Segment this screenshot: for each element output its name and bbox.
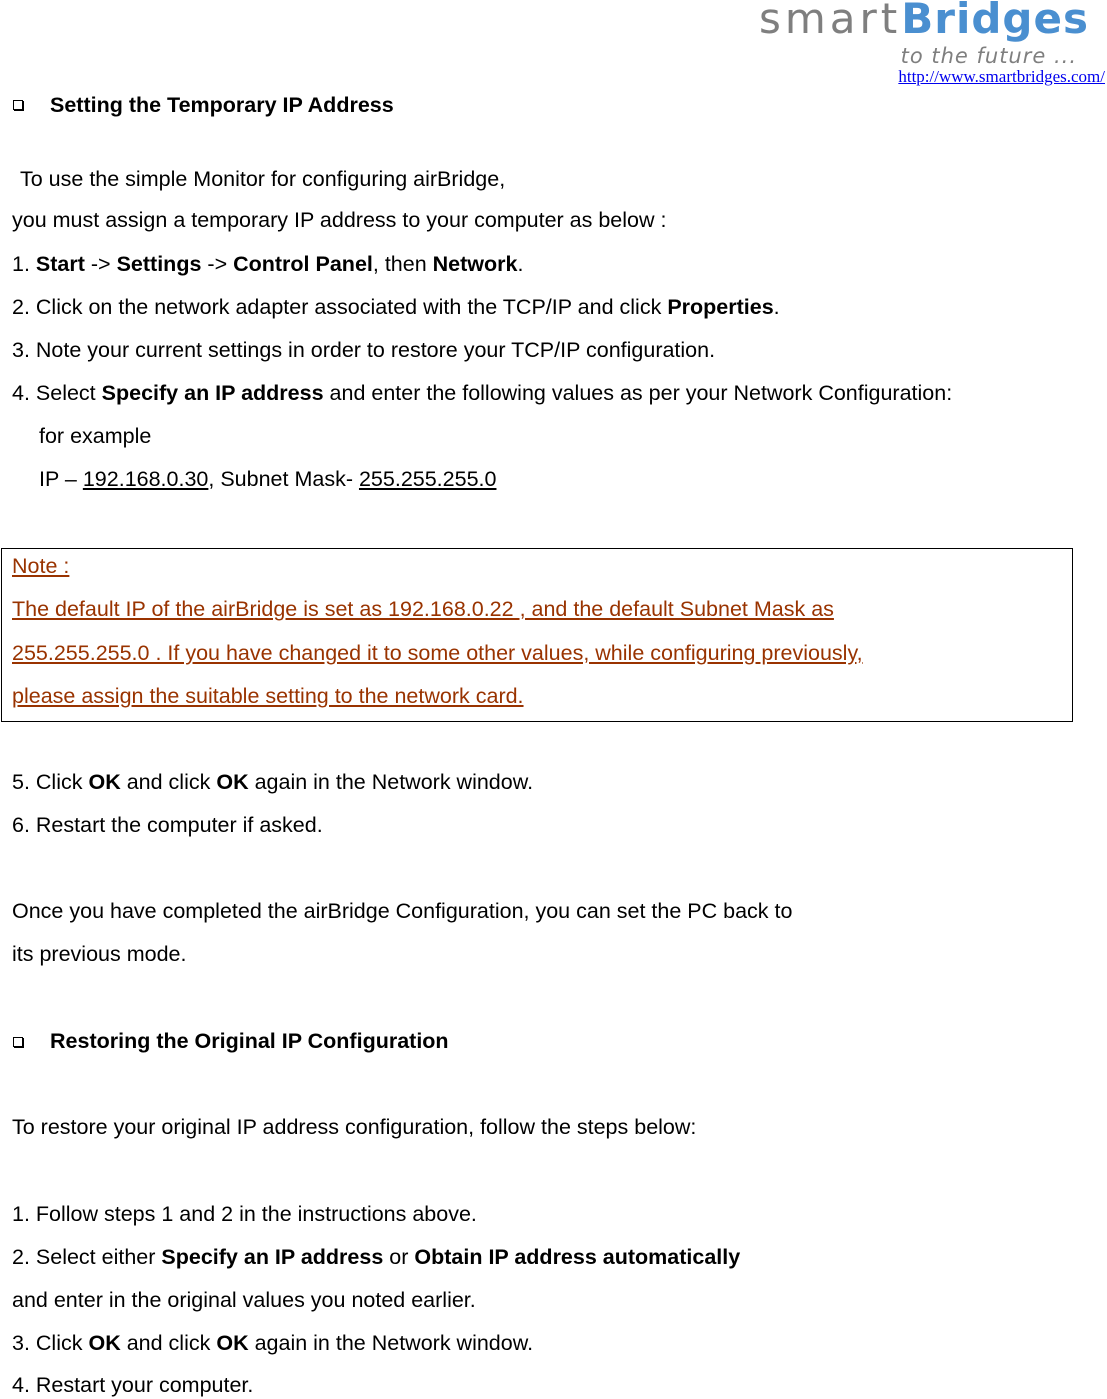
step-1-arrow: -> bbox=[90, 252, 111, 276]
step-1-settings: Settings bbox=[116, 252, 202, 276]
step-2-properties: Properties bbox=[667, 295, 774, 319]
outro-line-2: its previous mode. bbox=[12, 942, 187, 966]
restore-step-2-continued: and enter in the original values you noted earlier. bbox=[12, 1288, 476, 1312]
restore-step-3-ok-1: OK bbox=[88, 1331, 121, 1355]
restore-intro: To restore your original IP address configuration, follow the steps below: bbox=[12, 1115, 697, 1139]
restore-step-3-ok-2: OK bbox=[216, 1331, 249, 1355]
ip-value: 192.168.0.30 bbox=[82, 467, 209, 491]
website-link[interactable]: http://www.smartbridges.com/ bbox=[898, 67, 1105, 86]
mask-label: , Subnet Mask- bbox=[208, 467, 353, 491]
step-4-specify: Specify an IP address bbox=[101, 381, 324, 405]
step-1-network: Network bbox=[432, 252, 518, 276]
step-5-pre: 5. Click bbox=[12, 770, 83, 794]
restore-step-2-specify: Specify an IP address bbox=[161, 1245, 384, 1269]
example-label: for example bbox=[39, 424, 152, 448]
step-1-then: , then bbox=[372, 252, 427, 276]
restore-step-4: 4. Restart your computer. bbox=[12, 1373, 254, 1397]
logo-bridges-text: Bridges bbox=[901, 0, 1089, 43]
step-1 bbox=[12, 252, 523, 277]
logo-tagline: to the future ... bbox=[900, 44, 1077, 68]
checkbox-bullet-icon bbox=[13, 100, 23, 110]
step-2-end: . bbox=[773, 295, 780, 319]
step-1-number: 1. bbox=[12, 252, 30, 276]
step-2-text: 2. Click on the network adapter associated with the TCP/IP and click bbox=[12, 295, 662, 319]
intro-line-1: To use the simple Monitor for configuring airBridge, bbox=[20, 167, 506, 191]
section-title-temporary-ip: Setting the Temporary IP Address bbox=[50, 93, 394, 117]
restore-step-2-or: or bbox=[389, 1245, 409, 1269]
ip-example-line bbox=[39, 467, 496, 492]
note-line-1: The default IP of the airBridge is set as 192.168.0.22 , and the default Subnet Mask as bbox=[12, 597, 834, 621]
step-5-ok-2: OK bbox=[216, 770, 249, 794]
step-5-ok-1: OK bbox=[88, 770, 121, 794]
restore-step-2 bbox=[12, 1245, 740, 1270]
step-5-post: again in the Network window. bbox=[254, 770, 534, 794]
mask-value: 255.255.255.0 bbox=[358, 467, 497, 491]
restore-step-2-pre: 2. Select either bbox=[12, 1245, 156, 1269]
restore-step-2-obtain: Obtain IP address automatically bbox=[414, 1245, 741, 1269]
restore-step-3-post: again in the Network window. bbox=[254, 1331, 534, 1355]
restore-step-3 bbox=[12, 1331, 533, 1356]
step-1-end: . bbox=[517, 252, 524, 276]
step-6: 6. Restart the computer if asked. bbox=[12, 813, 323, 837]
step-4 bbox=[12, 381, 952, 406]
section-title-restore-ip: Restoring the Original IP Configuration bbox=[50, 1029, 449, 1053]
step-1-control-panel: Control Panel bbox=[233, 252, 373, 276]
smartbridges-logo bbox=[759, 0, 1089, 43]
restore-step-3-pre: 3. Click bbox=[12, 1331, 83, 1355]
note-line-2: 255.255.255.0 . If you have changed it to some other values, while configuring previously, bbox=[12, 641, 863, 665]
intro-line-2: you must assign a temporary IP address to your computer as below : bbox=[12, 208, 667, 232]
ip-label: IP – bbox=[39, 467, 77, 491]
step-5 bbox=[12, 770, 533, 795]
step-5-mid: and click bbox=[126, 770, 211, 794]
step-1-start: Start bbox=[35, 252, 85, 276]
checkbox-bullet-icon bbox=[13, 1037, 23, 1047]
step-4-post: and enter the following values as per your Network Configuration: bbox=[329, 381, 953, 405]
restore-step-3-mid: and click bbox=[126, 1331, 211, 1355]
step-1-arrow-2: -> bbox=[207, 252, 228, 276]
step-3: 3. Note your current settings in order to restore your TCP/IP configuration. bbox=[12, 338, 716, 362]
logo-smart-text: smart bbox=[758, 0, 902, 43]
step-4-pre: 4. Select bbox=[12, 381, 96, 405]
restore-step-1: 1. Follow steps 1 and 2 in the instructions above. bbox=[12, 1202, 477, 1226]
step-2 bbox=[12, 295, 780, 320]
note-line-3: please assign the suitable setting to the network card. bbox=[12, 684, 524, 708]
outro-line-1: Once you have completed the airBridge Configuration, you can set the PC back to bbox=[12, 899, 793, 923]
note-title: Note : bbox=[12, 554, 70, 578]
